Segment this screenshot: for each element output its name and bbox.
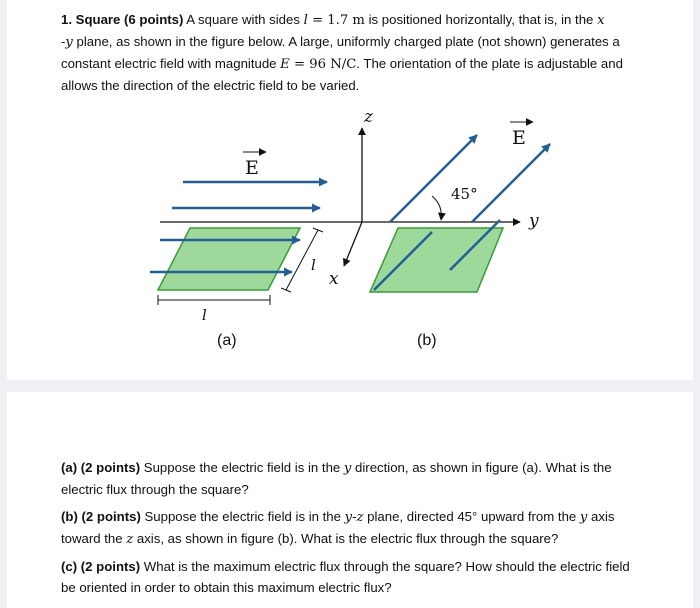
side-label-diag: l [311,256,316,274]
figure-b [370,122,550,292]
field-arrow-b1 [390,135,477,222]
y-axis-label: y [529,211,539,231]
x-axis-label: x [329,269,339,289]
x-axis [344,222,362,266]
problem-statement: 1. Square (6 points) A square with sides l = 1.7 m is positioned horizontally, that is, in the x -y plane, as shown in the figure below. A large, uniformly charged plate (not shown) generates a constant electric field with magnitude E = 96 N/C. The orientation of the plate is adjustable and allows the direction of the electric field to be varied. [61,12,623,93]
part-b: (b) (2 points) Suppose the electric field is in the y-z plane, directed 45° upward from the y axis toward the z axis, as shown in figure (b). What is the electric flux through the square? [61,509,615,547]
question-parts [61,457,641,604]
field-label-a: E [245,157,259,179]
figure-b-label: (b) [417,332,437,349]
part-a: (a) (2 points) Suppose the electric field is in the y direction, as shown in figure (a). What is the electric flux through the square? [61,460,612,497]
z-axis-label: z [364,107,373,127]
field-label-b: E [512,127,526,149]
angle-label: 45° [451,185,478,203]
problem-heading: 1. Square (6 points) [61,12,184,27]
square-a [158,228,300,290]
angle-arc [432,196,441,220]
side-label-bottom: l [202,306,207,324]
figure-a-label: (a) [217,332,237,349]
figure-a [150,152,327,324]
part-c: (c) (2 points) What is the maximum electric flux through the square? How should the electric field be oriented in order to obtain this maximum electric flux? [61,559,630,595]
